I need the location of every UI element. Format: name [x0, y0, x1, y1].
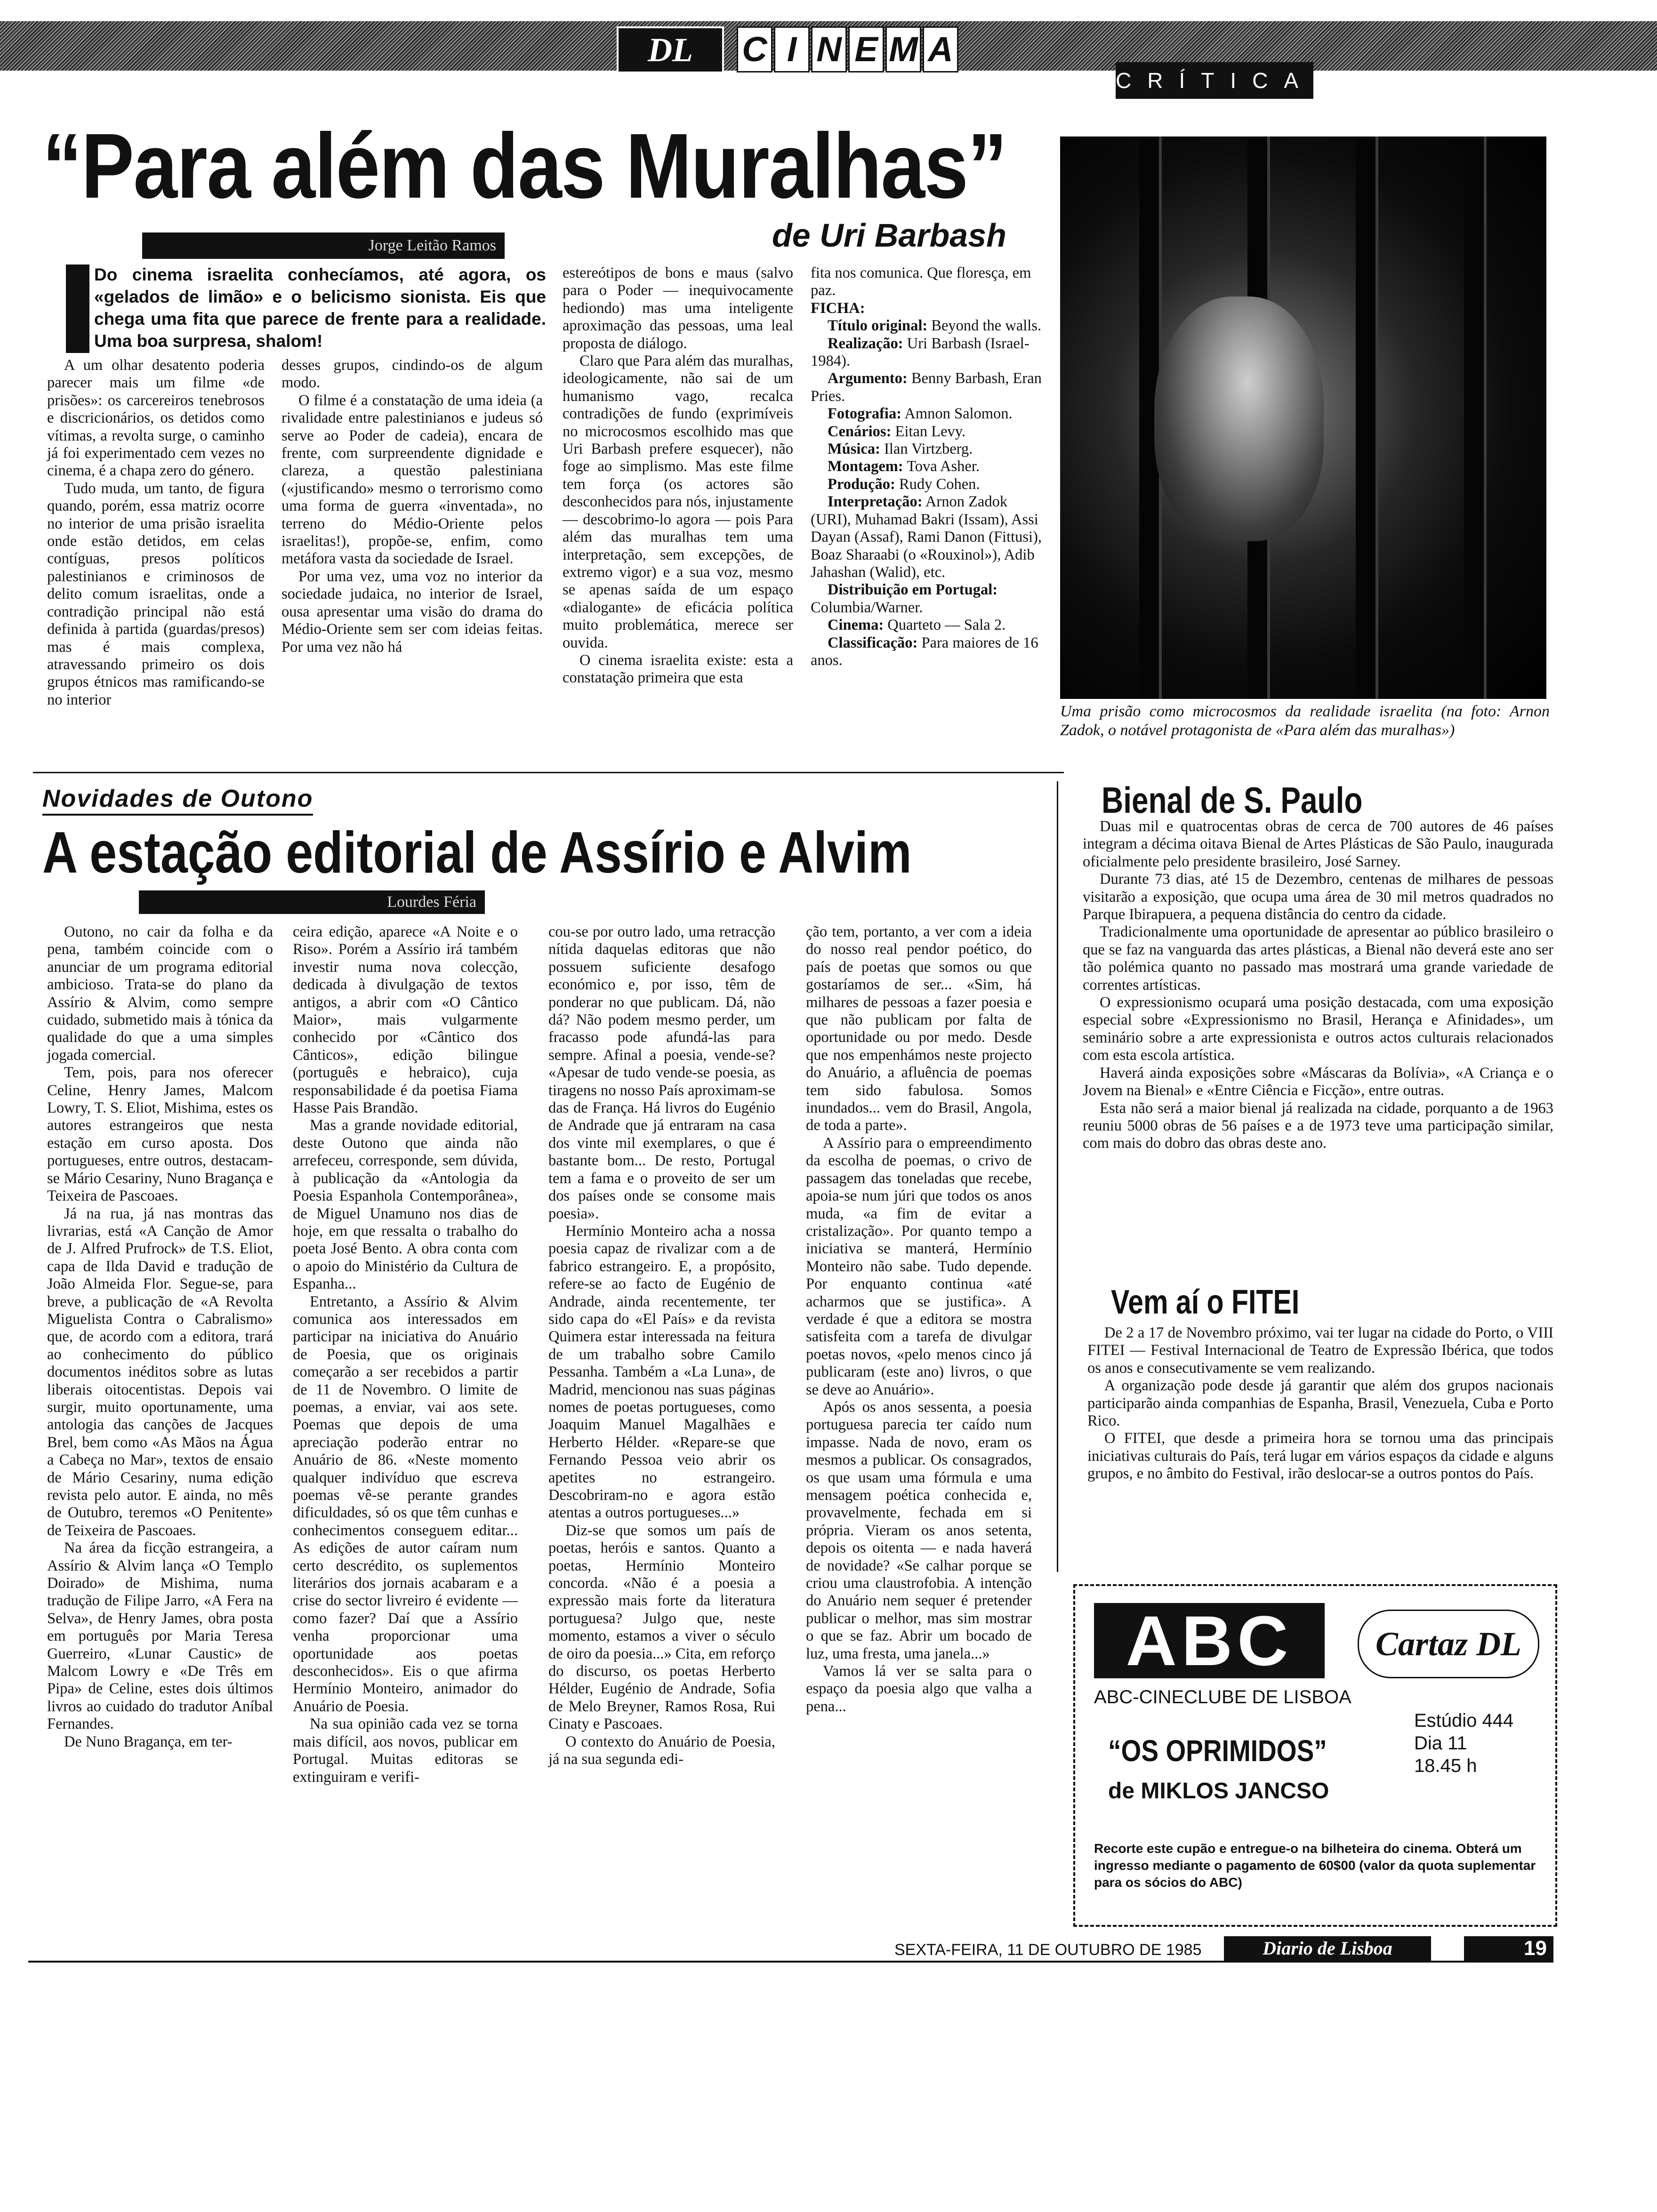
credit-label: Cinema:: [828, 617, 884, 634]
credit-value: Eitan Levy.: [891, 423, 966, 440]
article-title: Bienal de S. Paulo: [1102, 779, 1363, 821]
paragraph: A organização pode desde já garantir que além dos grupos nacionais participarão ainda companhias de Espanha, Brasil, Venezuela, Cuba e Porto Rico.: [1087, 1377, 1553, 1430]
article-column: [806, 923, 1032, 1715]
film-director: de MIKLOS JANCSO: [1108, 1779, 1329, 1803]
credit-value: Beyond the walls.: [927, 317, 1042, 335]
paragraph: Outono, no cair da folha e da pena, também coincide com o anunciar de um programa editorial ambicioso. Trata-se do plano da Assírio & Alvim, como sempre cuidado, submetido mais à tónica da qualidade do que a uma simples jogada comercial.: [47, 923, 273, 1064]
section-header: [0, 0, 1657, 93]
paragraph: Entretanto, a Assírio & Alvim comunica aos interessados em participar na iniciativa do Anuário de Poesia, que os originais começarão a ser recebidos a partir de 11 de Novembro. O limite de poemas, a enviar, vai aos sete. Poemas que depois de uma apreciação poderão entrar no Anuário de 86. «Neste momento qualquer indivíduo que escreva poemas vê-se perante grandes dificuldades, só os que têm cunhas e conhecimentos conseguem editar... As edições de autor caíram num certo descrédito, os suplementos literários dos jornais acabaram e a crise do sector livreiro é evidente — como fazer? Daí que a Assírio venha proporcionar uma oportunidade aos poetas desconhecidos». Eis o que afirma Hermínio Monteiro, animador do Anuário de Poesia.: [293, 1293, 518, 1715]
paragraph: A um olhar desatento poderia parecer mais um filme «de prisões»: os carcereiros tenebrosos e discricionários, os detidos como vítimas, a revolta surge, o caminho já foi experimentado cem vezes no cinema, é a chapa zero do género.: [47, 357, 265, 480]
paragraph: O FITEI, que desde a primeira hora se tornou uma das principais iniciativas culturais do País, terá lugar em vários espaços da cidade e alguns grupos, e no âmbito do Festival, irão deslocar-se a outros pontos do País.: [1087, 1430, 1553, 1483]
article-column: [47, 923, 273, 1751]
paragraph: De 2 a 17 de Novembro próximo, vai ter lugar na cidade do Porto, o VIII FITEI — Festival Internacional de Teatro de Expressão Ibérica, que todos os anos e consecutivamente se vem realizando.: [1087, 1324, 1553, 1377]
credit-label: Produção:: [828, 475, 895, 493]
portrait-figure: [1154, 297, 1324, 541]
coupon-note: Recorte este cupão e entregue-o na bilheteira do cinema. Obterá um ingresso mediante o pagamento de 60$00 (valor da quota suplementar para os sócios do ABC): [1094, 1841, 1536, 1890]
paragraph: Duas mil e quatrocentas obras de cerca de 700 autores de 46 países integram a décima oitava Bienal de Artes Plásticas de São Paulo, inaugurada oficialmente pelo presidente brasileiro, José Sarney.: [1083, 818, 1553, 870]
author-byline: Jorge Leitão Ramos: [142, 232, 505, 259]
column-rule: [1057, 781, 1058, 1572]
page-number: 19: [1464, 1936, 1553, 1961]
credit-label: Classificação:: [828, 634, 918, 651]
credit-value: Benny Barbash, Eran Pries.: [811, 370, 1042, 405]
credit-value: Ilan Virtzberg.: [880, 441, 973, 458]
author-byline: Lourdes Féria: [139, 890, 485, 914]
section-letter: M: [885, 26, 921, 72]
paragraph: estereótipos de bons e maus (salvo para o Poder — inequivocamente hediondo) mas uma inteligente aproximação das pessoas, uma leal proposta de diálogo.: [563, 264, 793, 352]
article-column: [282, 357, 543, 656]
paragraph: A Assírio para o empreendimento da escolha de poemas, o crivo de passagem das toneladas que recebe, apoia-se num júri que todos os anos muda, «a fim de evitar a cristalização». Por quanto tempo a iniciativa se manterá, Hermínio Monteiro não sabe. Tudo depende. Por enquanto continua «até acharmos que se justifica». A verdade é que a editora se mostra satisfeita com a tarefa de divulgar poetas novos, «pelo menos cinco já publicaram (este ano) livros, o que se deve ao Anuário».: [806, 1134, 1032, 1398]
paragraph: ção tem, portanto, a ver com a ideia do nosso real pendor poético, do país de poetas que somos ou que gostaríamos de ser... «Sim, há milhares de pessoas a fazer poesia e que não publicam por falta de oportunidade ou por medo. Desde que nos empenhámos neste projecto do Anuário, a afluência de poemas tem sido fabulosa. Somos inundados... vem do Brasil, Angola, de toda a parte».: [806, 923, 1032, 1134]
article-title: A estação editorial de Assírio e Alvim: [42, 820, 912, 885]
article-title: “Para além das Muralhas”: [42, 114, 1006, 217]
issue-date: SEXTA-FEIRA, 11 DE OUTUBRO DE 1985: [894, 1941, 1202, 1959]
article-body: [1087, 1324, 1553, 1483]
paragraph: desses grupos, cindindo-os de algum modo.: [282, 357, 543, 392]
paragraph: Por uma vez, uma voz no interior da sociedade judaica, no interior de Israel, ousa apresentar uma visão do drama do Médio-Oriente sem ser com ideias feitas. Por uma vez não há: [282, 568, 543, 656]
article-photo: [1060, 136, 1546, 699]
paragraph: O filme é a constatação de uma ideia (a rivalidade entre palestinianos e judeus só serve ao Poder de cadeia), encara de frente, com surpreendente dignidade e clareza, a questão palestiniana («justificando» mesmo o terrorismo como uma forma de guerra «inventada», no terreno do Médio-Oriente pelos israelitas!), propõe-se, enfim, como metáfora vasta da sociedade de Israel.: [282, 392, 543, 568]
venue: Estúdio 444: [1414, 1710, 1514, 1731]
paragraph: Após os anos sessenta, a poesia portuguesa parecia ter caído num impasse. Nada de novo, eram os mesmos a publicar. Os consagrados, os que usam uma fórmula e uma mensagem poética conhecida e, provavelmente, fechada em si própria. Vieram os anos setenta, depois os oitenta — e nada haverá de novidade? «Se calhar porque se criou uma claustrofobia. A intenção do Anuário nem sequer é pretender publicar o melhor, mas sim mostrar o que se faz. Abrir um bocado de luz, uma fresta, uma janela...»: [806, 1398, 1032, 1662]
credit-value: Rudy Cohen.: [895, 475, 980, 493]
paragraph: O contexto do Anuário de Poesia, já na sua segunda edi-: [548, 1733, 775, 1768]
paragraph: Já na rua, já nas montras das livrarias, está «A Canção de Amor de J. Alfred Prufrock» de T.S. Eliot, capa de Ilda David e tradução de João Almeida Flor. Segue-se, para breve, a publicação de «A Revolta Miguelista Contra o Cabralismo» que, de acordo com a editora, trará ao conhecimento do público documentos inéditos sobre as lutas liberais oitocentistas. Depois vai surgir, muito oportunamente, uma antologia das canções de Jacques Brel, bem como «As Mãos na Água a Cabeça no Mar», textos de ensaio de Mário Cesariny, numa edição revista pelo autor. E ainda, no mês de Outubro, teremos «O Penitente» de Teixeira de Pascoaes.: [47, 1205, 273, 1539]
paragraph: Tem, pois, para nos oferecer Celine, Henry James, Malcom Lowry, T. S. Eliot, Mishima, estes os autores estrangeiros que nesta estação em curso aposta. Dos portugueses, entre outros, destacam-se Mário Cesariny, Nuno Bragança e Teixeira de Pascoaes.: [47, 1064, 273, 1205]
credits-heading: FICHA:: [811, 299, 865, 317]
paragraph: Durante 73 dias, até 15 de Dezembro, centenas de milhares de pessoas visitarão a exposição, que ocupa uma área de 30 mil metros quadrados no Parque Ibirapuera, a pequena distância do centro da cidade.: [1083, 871, 1553, 923]
paragraph: De Nuno Bragança, em ter-: [64, 1733, 233, 1750]
credit-label: Cenários:: [828, 423, 892, 440]
credit-label: Montagem:: [828, 458, 903, 475]
paragraph: Mas a grande novidade editorial, deste Outono que ainda não arrefeceu, corresponde, sem dúvida, à publicação da «Antologia da Poesia Espanhola Contemporânea», de Miguel Unamuno nos dias de hoje, em que ressalta o trabalho do poeta José Bento. A obra conta com o apoio do Ministério da Cultura de Espanha...: [293, 1117, 518, 1293]
article-column: [47, 357, 265, 709]
paragraph: Haverá ainda exposições sobre «Máscaras da Bolívia», «A Criança e o Jovem na Bienal» e «Entre Ciência e Ficção», entre outras.: [1083, 1064, 1553, 1099]
credit-label: Realização:: [828, 335, 903, 352]
film-title: “OS OPRIMIDOS”: [1108, 1734, 1327, 1768]
credit-value: Para maiores de 16 anos.: [811, 634, 1038, 669]
credit-label: Título original:: [828, 317, 928, 335]
paragraph: Hermínio Monteiro acha a nossa poesia capaz de rivalizar com a de fabrico estrangeiro. E, a propósito, refere-se ao facto de Eugénio de Andrade, ainda recentemente, ter sido capa do «El País» e da revista Quimera estar interessada na feitura de um trabalho sobre Camilo Pessanha. Também a «La Luna», de Madrid, mencionou nas suas páginas nomes de poetas portugueses, como Joaquim Manuel Magalhães e Herberto Hélder. «Repare-se que Fernando Pessoa veio abrir os apetites no estrangeiro. Descobriram-no e agora estão atentas a outros portugueses...»: [548, 1222, 775, 1522]
photo-caption: Uma prisão como microcosmos da realidade israelita (na foto: Arnon Zadok, o notável protagonista de «Para além das muralhas»): [1060, 703, 1550, 739]
credit-value: Amnon Salomon.: [901, 405, 1013, 423]
credit-value: Tova Asher.: [903, 458, 980, 475]
credit-value: Quarteto — Sala 2.: [884, 617, 1006, 634]
paragraph: O cinema israelita existe: esta a constatação primeira que esta: [563, 651, 793, 687]
article-kicker: Novidades de Outono: [42, 784, 313, 816]
film-credits: [811, 264, 1048, 669]
paragraph: Na área da ficção estrangeira, a Assírio & Alvim lança «O Templo Doirado» de Mishima, numa tradução de Filipe Jarro, «A Fera na Selva», de Henry James, obra posta em português por Maria Teresa Guerreiro, «Lunar Caustic» de Malcom Lowry e «De Três em Pipa» de Celine, estes dois últimos livros ao cuidado do tradutor Aníbal Fernandes.: [47, 1539, 273, 1733]
credit-label: Música:: [828, 441, 880, 458]
section-letter: E: [848, 26, 884, 72]
article-lead: Do cinema israelita conhecíamos, até agora, os «gelados de limão» e o belicismo sionista. Eis que chega uma fita que parece de frente para a realidade. Uma boa surpresa, shalom!: [94, 265, 546, 351]
article-body: [1083, 818, 1553, 1153]
subsection-label: CRÍTICA: [1116, 62, 1313, 99]
paragraph: Tudo muda, um tanto, de figura quando, porém, essa matriz ocorre no interior de uma prisão israelita onde estão detidos, em celas contíguas, presos políticos palestinianos e criminosos de delito comum israelitas, onde a contradição principal não está definida à partida (guardas/presos) mas é mais complexa, atravessando primeiro os dois grupos étnicos mas ramificando-se no interior: [47, 480, 265, 708]
credit-value: Arnon Zadok (URI), Muhamad Bakri (Issam), Assi Dayan (Assaf), Rami Danon (Fittusi), Boaz Sharaabi (o «Rouxinol»), Adib Jahashan (Walid), etc.: [811, 493, 1042, 581]
coupon[interactable]: [1073, 1584, 1557, 1927]
credit-value: Uri Barbash (Israel-1984).: [811, 335, 1030, 370]
newspaper-masthead: Diario de Lisboa: [1224, 1936, 1431, 1961]
cartaz-logo: Cartaz DL: [1358, 1610, 1539, 1678]
paragraph: Tradicionalmente uma oportunidade de apresentar ao público brasileiro o que se faz na vanguarda das artes plásticas, a Bienal não deverá este ano ser tão polémica quanto no passado mas mostrará uma grande variedade de correntes artísticas.: [1083, 923, 1553, 994]
paragraph: ceira edição, aparece «A Noite e o Riso». Porém a Assírio irá também investir numa nova colecção, dedicada à divulgação de textos antigos, a abrir com «O Cântico Maior», mais vulgarmente conhecido por «Cântico dos Cânticos», edição bilingue (português e hebraico), cuja responsabilidade é da poetisa Fiama Hasse Pais Brandão.: [293, 923, 518, 1117]
drop-cap-mark: [66, 264, 89, 353]
article-column: [563, 264, 793, 687]
section-letter: N: [811, 26, 847, 72]
paragraph: O expressionismo ocupará uma posição destacada, com uma exposição especial sobre «Expressionismo no Brasil, Herança e Afinidades», um seminário sobre a arte expressionista e outros actos culturais relacionados com esta escola artística.: [1083, 994, 1553, 1064]
section-letter: A: [923, 26, 958, 72]
article-title: Vem aí o FITEI: [1111, 1283, 1300, 1321]
paragraph: Diz-se que somos um país de poetas, heróis e santos. Quanto a poetas, Hermínio Monteiro concorda. «Não é a poesia a expressão mais forte da literatura portuguesa? Julgo que, neste momento, estamos a viver o século de oiro da poesia...» Cita, em reforço do discurso, os poetas Herberto Hélder, Eugénio de Andrade, Sofia de Melo Breyner, Ramos Rosa, Rui Cinaty e Pascoaes.: [548, 1522, 775, 1733]
article-column: [293, 923, 518, 1786]
section-rule: [33, 772, 1064, 773]
paragraph: Esta não será a maior bienal já realizada na cidade, porquanto a de 1963 reuniu 5000 obras de 56 países e a de 1973 teve uma participação similar, com mais do dobro das obras deste ano.: [1083, 1099, 1553, 1152]
credit-value: Columbia/Warner.: [811, 599, 923, 616]
credit-label: Interpretação:: [828, 493, 923, 511]
article-column: [548, 923, 775, 1769]
abc-logo: ABC: [1094, 1603, 1325, 1678]
screening-time: 18.45 h: [1414, 1755, 1477, 1776]
credit-label: Fotografia:: [828, 405, 902, 423]
paragraph: Claro que Para além das muralhas, ideologicamente, não sai de um humanismo vago, recalca contradições de fundo (exprimíveis no microcosmos escolhido mas que Uri Barbash prefere esquecer), não foge ao simplismo. Mas este filme tem força (os actores são desconhecidos para nós, injustamente — descobrimo-lo agora — pois Para além das muralhas tem uma interpretação, sem excepções, de extremo vigor) e a sua voz, mesmo se apenas saída de um espaço «dialogante» de eficácia política muito problemática, merece ser ouvida.: [563, 353, 793, 651]
paragraph: Vamos lá ver se salta para o espaço da poesia algo que valha a pena...: [806, 1663, 1032, 1715]
dl-logo: DL: [617, 26, 724, 73]
footer-rule: [28, 1961, 1553, 1963]
section-letter: C: [737, 26, 772, 72]
credit-label: Distribuição em Portugal:: [828, 581, 998, 599]
paragraph: fita nos comunica. Que floresça, em paz.: [811, 264, 1031, 299]
paragraph: cou-se por outro lado, uma retracção nítida daquelas editoras que não possuem suficiente desafogo económico e, por isso, têm de ponderar no que publicam. Dá, não dá? Não podem mesmo perder, um fracasso pode afundá-las para sempre. Afinal a poesia, vende-se? «Apesar de tudo vende-se poesia, as tiragens no nosso País aproximam-se das de França. Há livros do Eugénio de Andrade que já entraram na casa dos vinte mil exemplares, o que é bastante bom... De resto, Portugal tem a fama e o proveito de ser um dos países onde se consome mais poesia».: [548, 923, 776, 1222]
cineclub-name: ABC-CINECLUBE DE LISBOA: [1094, 1687, 1351, 1707]
section-letter: I: [774, 26, 810, 72]
paragraph: Na sua opinião cada vez se torna mais difícil, aos novos, publicar em Portugal. Muitas editoras se extinguiram e verifi-: [293, 1715, 518, 1786]
screening-day: Dia 11: [1414, 1733, 1467, 1754]
article-subtitle: de Uri Barbash: [772, 217, 1006, 254]
credit-label: Argumento:: [828, 370, 908, 387]
